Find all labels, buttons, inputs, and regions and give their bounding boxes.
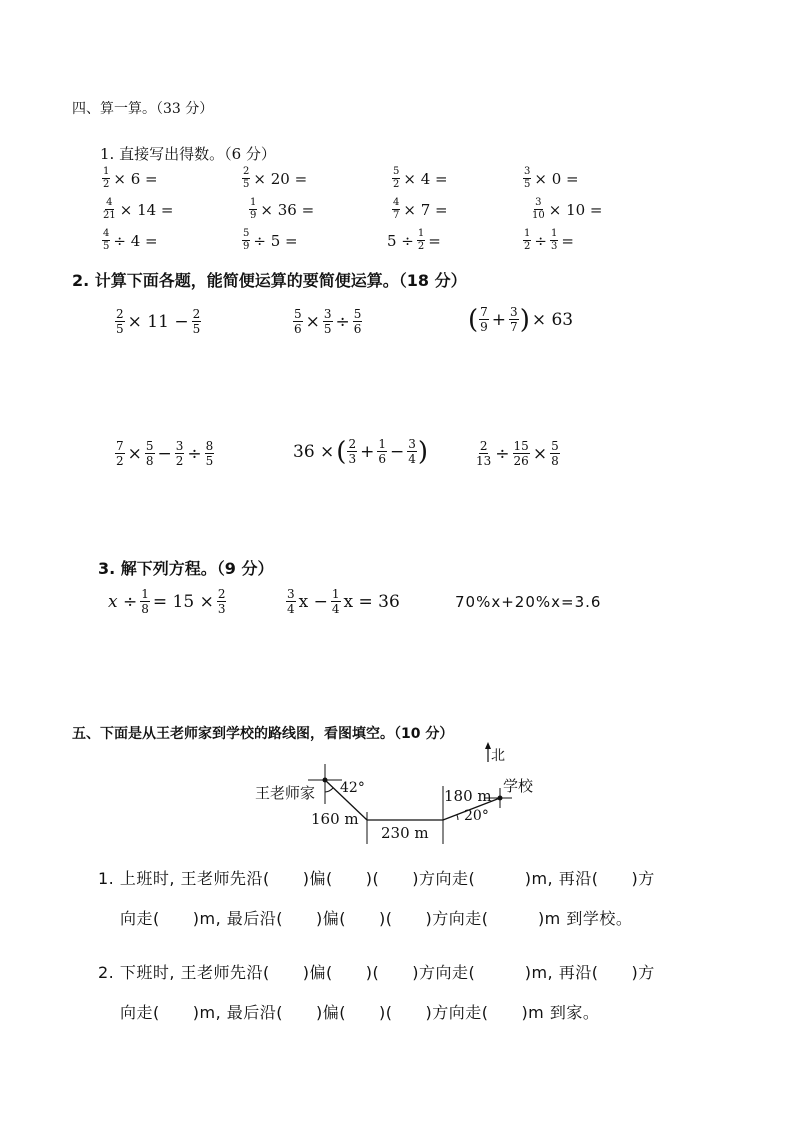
angle-arc-1 [325,788,333,792]
oral-item: $\frac{5}{2}$ × 4 = [393,166,448,190]
section-4-title: 四、算一算。（33 分） [72,101,214,117]
calc-expression-3: ( $\frac{7}{9}$ + $\frac{3}{7}$ ) × 63 [468,304,574,335]
distance-label-2: 230 m [381,824,429,842]
part-3-title: 3. 解下列方程。（9 分） [98,559,274,578]
part-2-title: 2. 计算下面各题，能简便运算的要简便运算。（18 分） [72,271,467,290]
school-point [498,796,503,801]
calc-expression-5: 36 × ( $\frac{2}{3}$ + $\frac{1}{6}$ − $\frac{3}{4}$ ) [293,436,429,467]
question-1-line-1: 1. 上班时, 王老师先沿( )偏( )( )方向走( )m, 再沿( )方 [98,869,655,888]
school-label: 学校 [503,777,534,795]
part-1-title: 1. 直接写出得数。（6 分） [100,145,276,163]
oral-item: $\frac{4}{21}$ × 14 = [103,197,174,221]
oral-item: $\frac{1}{2}$ × 6 = [103,166,158,190]
oral-item: $\frac{2}{5}$ × 20 = [243,166,308,190]
oral-item: $\frac{4}{5}$ ÷ 4 = [103,228,158,252]
oral-item: $\frac{5}{9}$ ÷ 5 = [243,228,298,252]
equation-2: $\frac{3}{4}$ x − $\frac{1}{4}$ x = 36 [287,587,400,616]
calc-expression-1: $\frac{2}{5}$ × 11 − $\frac{2}{5}$ [116,307,201,336]
distance-label-3: 180 m [444,787,492,805]
angle-label-1: 42° [340,780,365,796]
oral-item: $\frac{1}{9}$ × 36 = [250,197,315,221]
calc-expression-2: $\frac{5}{6}$ × $\frac{3}{5}$ ÷ $\frac{5}{6}$ [294,307,362,336]
oral-item: $\frac{4}{7}$ × 7 = [393,197,448,221]
angle-label-2: 20° [464,808,489,824]
equation-3: 70%x+20%x=3.6 [455,593,602,611]
question-1-line-2: 向走( )m, 最后沿( )偏( )( )方向走( )m 到学校。 [120,909,633,928]
question-2-line-1: 2. 下班时, 王老师先沿( )偏( )( )方向走( )m, 再沿( )方 [98,963,655,982]
section-5-title: 五、下面是从王老师家到学校的路线图，看图填空。（10 分） [72,726,454,742]
equation-1: x ÷ $\frac{1}{8}$ = 15 × $\frac{2}{3}$ [108,587,226,616]
angle-arc-2 [457,815,458,820]
north-label: 北 [491,748,505,764]
calc-expression-6: $\frac{2}{13}$ ÷ $\frac{15}{26}$ × $\frac{5}{8}$ [476,439,559,468]
distance-label-1: 160 m [311,810,359,828]
oral-item: $\frac{3}{10}$ × 10 = [532,197,603,221]
home-label: 王老师家 [255,784,316,802]
oral-item: $\frac{3}{5}$ × 0 = [524,166,579,190]
question-2-line-2: 向走( )m, 最后沿( )偏( )( )方向走( )m 到家。 [120,1003,600,1022]
oral-item: 5 ÷ $\frac{1}{2}$ = [387,228,441,252]
calc-expression-4: $\frac{7}{2}$ × $\frac{5}{8}$ − $\frac{3}{2}$ ÷ $\frac{8}{5}$ [116,439,214,468]
oral-item: $\frac{1}{2}$ ÷ $\frac{1}{3}$ = [524,228,574,252]
